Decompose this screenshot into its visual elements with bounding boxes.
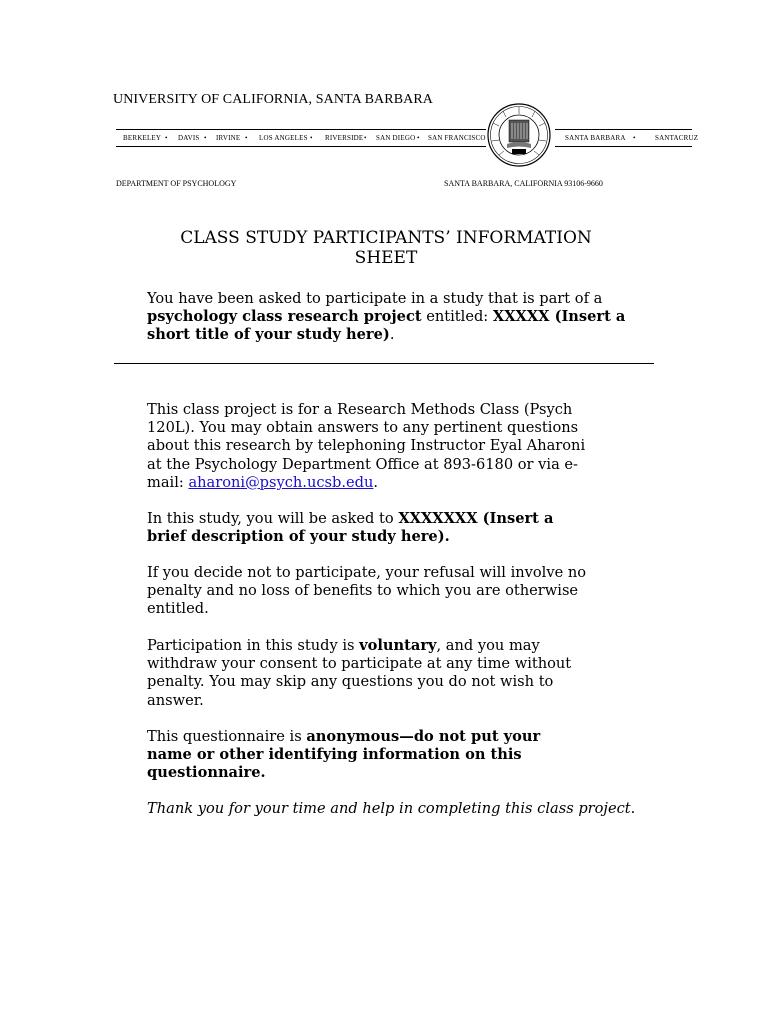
intro-paragraph (147, 290, 637, 345)
campus-los-angeles: LOS ANGELES (259, 134, 308, 142)
anonymous-emphasis: anonymous—do not put your name or other identifying information on this questionnaire. (147, 728, 541, 782)
campus-irvine: IRVINE (216, 134, 241, 142)
section-divider (114, 363, 654, 364)
letterhead-rule-top-left (116, 129, 486, 130)
campus-san-diego: SAN DIEGO (376, 134, 416, 142)
title-line-2: SHEET (354, 248, 418, 268)
campus-separator: • (310, 134, 313, 142)
title-line-1: CLASS STUDY PARTICIPANTS’ INFORMATION (180, 228, 592, 248)
study-title-placeholder: XXXXX (Insert a short title of your study here) (147, 308, 626, 344)
class-info-text: This class project is for a Research Methods Class (Psych 120L). You may obtain answers to any pertinent questions about this research by telephoning Instructor Eyal Aharoni at the Psychology Department Office at 893-6180 or via e-mail: (147, 401, 586, 491)
letterhead-rule-top-right (555, 129, 692, 130)
study-description-placeholder: XXXXXXX (Insert a brief description of your study here). (147, 510, 554, 546)
campus-separator: • (417, 134, 420, 142)
anonymous-text: This questionnaire is (147, 728, 307, 745)
voluntary-emphasis: voluntary (359, 637, 437, 654)
campus-santa-barbara: SANTA BARBARA (565, 134, 626, 142)
document-title (150, 228, 622, 268)
campus-separator: • (245, 134, 248, 142)
intro-text: entitled: (421, 308, 493, 326)
refusal-paragraph: If you decide not to participate, your refusal will involve no penalty and no loss of benefits to which you are otherwise entitled. (147, 564, 587, 618)
intro-text: . (389, 326, 395, 344)
anonymous-paragraph (147, 728, 587, 783)
thank-you-note: Thank you for your time and help in completing this class project. (147, 800, 636, 817)
campus-berkeley: BERKELEY (123, 134, 162, 142)
intro-text: You have been asked to participate in a study that is part of a (147, 290, 603, 307)
campus-list-right (0, 134, 768, 144)
task-paragraph (147, 510, 587, 546)
campus-riverside: RIVERSIDE (325, 134, 364, 142)
intro-project-type: psychology class research project (147, 308, 422, 326)
letterhead-rule-bottom-left (116, 146, 486, 147)
campus-davis: DAVIS (178, 134, 200, 142)
instructor-email-link[interactable]: aharoni@psych.ucsb.edu (188, 473, 374, 491)
campus-separator: • (204, 134, 207, 142)
class-info-paragraph (147, 401, 587, 492)
campus-santa-cruz: SANTACRUZ (655, 134, 699, 142)
class-info-text: . (373, 473, 379, 491)
voluntary-paragraph (147, 637, 587, 710)
campus-separator: • (165, 134, 168, 142)
campus-separator: • (364, 134, 367, 142)
voluntary-text: , and you may withdraw your consent to participate at any time without penalty. You may skip any questions you do not wish to answer. (147, 637, 572, 709)
voluntary-text: Participation in this study is (147, 637, 360, 654)
department-name: DEPARTMENT OF PSYCHOLOGY (116, 179, 237, 188)
task-text: In this study, you will be asked to (147, 510, 399, 527)
campus-separator: • (633, 134, 636, 142)
campus-san-francisco: SAN FRANCISCO (428, 134, 486, 142)
university-name: UNIVERSITY OF CALIFORNIA, SANTA BARBARA (113, 92, 434, 107)
department-address: SANTA BARBARA, CALIFORNIA 93106-9660 (444, 179, 603, 188)
university-seal-icon (487, 103, 551, 167)
letterhead-rule-bottom-right (555, 146, 692, 147)
